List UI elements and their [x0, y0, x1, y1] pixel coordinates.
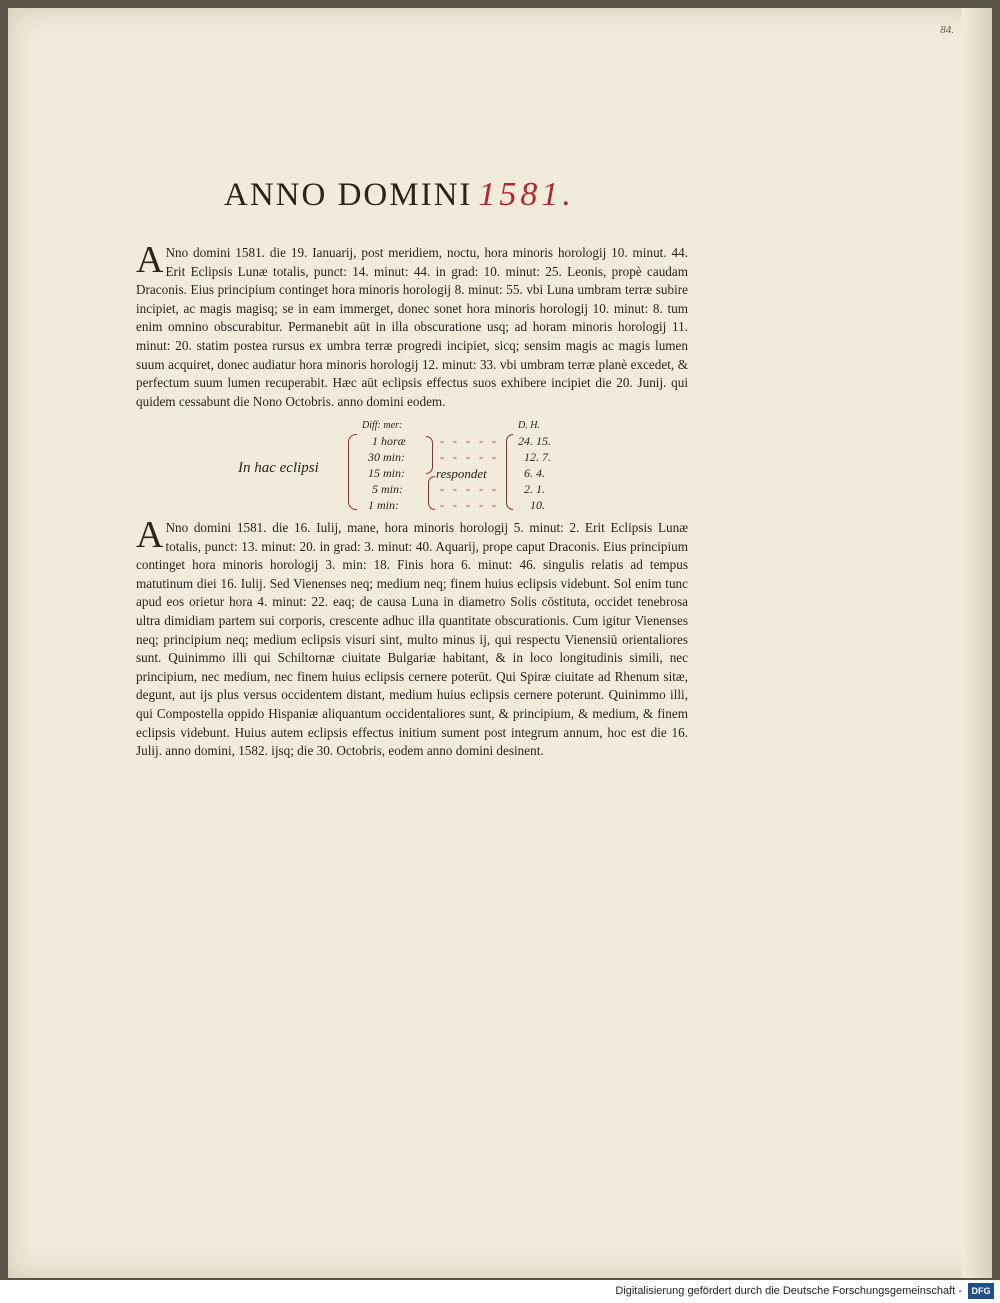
row-right: 6. 4.: [524, 466, 545, 480]
row-right: 24. 15.: [518, 434, 551, 448]
dropcap: A: [136, 239, 164, 281]
paragraph-text: Nno domini 1581. die 19. Ianuarij, post meridiem, noctu, hora minoris horologij 10. minut. 44. Erit Eclipsis Lunæ totalis, punct: 14. minut: 44. in grad: 10. minut: 25. Leonis, propè caudam Draconis. Eius principium continget hora minoris horologij 8. minut: 55. vbi Luna umbram terræ subire incipiet, ac magis magisq; se in eam immerget, donec sonet hora minoris horologij 10. minut: 8. tum enim omnino obscurabitur. Permanebit aūt in illa obscuratione usq; ad horam minoris horologij 11. minut: 20. statim postea rursus ex umbra terræ progredi incipiet, sicq; sensim magis ac magis lumen suum acquiret, donec audiatur hora minoris horologij 12. minut: 33. vbi umbram terræ planè excedet, & perfectum suum lumen recuperabit. Hæc aūt eclipsis effectus suos exhibere incipiet die 20. Junij. qui quidem cessabunt die Nono Octobris. anno domini eodem.: [136, 245, 688, 409]
paragraph-2: [136, 514, 688, 761]
book-page: [8, 8, 992, 1278]
table-header-left: Diff: mer:: [362, 420, 403, 431]
row-right: 2. 1.: [524, 482, 545, 496]
row-left: 1 horæ: [372, 434, 406, 448]
right-brace: [506, 434, 513, 510]
dfg-logo[interactable]: DFG: [968, 1283, 994, 1299]
paragraph-text: Nno domini 1581. die 16. Iulij, mane, hora minoris horologij 5. minut: 2. Erit Eclipsis Lunæ totalis, punct: 13. minut: 20. in grad: 3. minut: 40. Aquarij, prope caput Draconis. Eius principium continget hora minoris horologij 3. min: 18. Finis hora 6. minut: 46. singulis relatis ad tempus matutinum diei 16. Iulij. Sed Vienenses neq; medium neq; finem huius eclipsis videbunt. Sol enim tunc apud eos orietur hora 4. minut: 22. eaq; de causa Luna in diametro Solis cōstituta, occidet tenebrosa ultra dimidiam partem sui corporis, crescente adhuc illa quantitate obscurationis. Cum igitur Vienenses neq; principium neq; medium eclipsis visuri sint, multo minus ij, qui respectu Vienensiū orientaliores sunt. Quinimmo illi qui Schiltornæ ciuitate Bulgariæ habitant, & in loco longitudinis simili, nec principium, nec medium, nec finem huius eclipsis cernere poterūt. Qui Spiræ ciuitate ad Rhenum sitæ, degunt, aut ijs plus versus occidentem distant, medium huius eclipsis cernere poterunt. Quinimmo illi, qui Compostella oppido Hispaniæ aliquantum occidentaliores sunt, & principium, & medium, & finem eclipsis videbunt. Huius autem eclipsis effectus initium sument post integrum annum, hoc est die 16. Julij. anno domini, 1582. ijsq; die 30. Octobris, eodem anno domini desinent.: [136, 520, 688, 759]
heading-text: ANNO DOMINI: [224, 177, 473, 213]
row-left: 1 min:: [368, 498, 399, 512]
row-left: 5 min:: [372, 482, 403, 496]
eclipsis-table: [222, 420, 582, 510]
footer-bar: [0, 1280, 1000, 1303]
brace-lower: [428, 476, 435, 510]
page-heading: [8, 176, 992, 214]
heading-year: 1581.: [478, 176, 575, 213]
paragraph-1: [136, 239, 688, 411]
row-left: 15 min:: [368, 466, 405, 480]
table-header-right: D. H.: [518, 420, 540, 431]
row-left: 30 min:: [368, 450, 405, 464]
row-right: 12. 7.: [524, 450, 551, 464]
footer-credit: Digitalisierung gefördert durch die Deutsche Forschungsgemeinschaft -: [615, 1285, 962, 1297]
brace-upper: [426, 436, 433, 474]
left-brace: [348, 434, 357, 510]
dash-line: - - - - -: [440, 450, 499, 464]
dropcap: A: [136, 514, 164, 556]
table-middle: respondet: [436, 466, 487, 481]
dash-line: - - - - -: [440, 482, 499, 496]
dash-line: - - - - -: [440, 434, 499, 448]
folio-number: 84.: [940, 24, 954, 36]
dash-line: - - - - -: [440, 498, 499, 512]
table-lead: In hac eclipsi: [238, 460, 319, 476]
row-right: 10.: [530, 498, 545, 512]
